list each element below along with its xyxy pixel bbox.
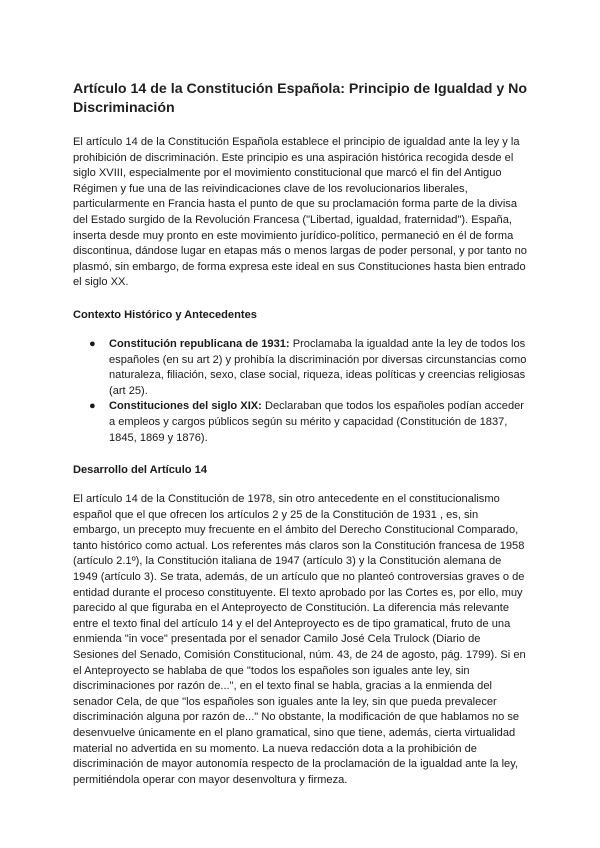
list-item-label: Constituciones del siglo XIX: [109, 400, 262, 413]
intro-paragraph: El artículo 14 de la Constitución Española establece el principio de igualdad ante la ley y la prohibición de discriminación. Este principio es una aspiración histórica recogida desde el siglo XVIII, especialmente por el movimiento constitucional que marcó el fin del Antiguo Régimen y fue una de las reivindicaciones clave de los revolucionarios liberales, particularmente en Francia hasta el punto de que su proclamación forma parte de la divisa del Estado surgido de la Revolución Francesa ("Libertad, igualdad, fraternidad"). España, inserta desde muy pronto en este movimiento jurídico-político, permaneció en él de forma discontinua, dándose lugar en etapas más o menos largas de poder personal, y por tanto no plasmó, sin embargo, de forma expresa este ideal en sus Constituciones hasta bien entrado el siglo XX. [73, 136, 527, 289]
section-heading-context: Contexto Histórico y Antecedentes [73, 308, 257, 321]
bullet-icon: ● [89, 400, 96, 413]
list-item-text: Proclamaba la igualdad ante la ley de todos los españoles (en su art 2) y prohibía la discriminación por diversas circunstancias como naturaleza, filiación, sexo, clase social, riqueza, ideas políticas y creencias religiosas (art 25). [109, 337, 527, 397]
bullet-icon: ● [89, 337, 96, 350]
development-paragraph: El artículo 14 de la Constitución de 1978, sin otro antecedente en el constitucionalismo español que el que ofrecen los artículos 2 y 25 de la Constitución de 1931 , es, sin embargo, un precepto muy frecuente en el ámbito del Derecho Constitucional Comparado, tanto histórico como actual. Los referentes más claros son la Constitución francesa de 1958 (artículo 2.1º), la Constitución italiana de 1947 (artículo 3) y la Constitución alemana de 1949 (artículo 3). Se trata, además, de un artículo que no planteó controversias graves o de entidad durante el proceso constituyente. El texto aprobado por las Cortes es, por ello, muy parecido al que figuraba en el Anteproyecto de Constitución. La diferencia más relevante entre el texto final del artículo 14 y el del Anteproyecto es de tipo gramatical, fruto de una enmienda "in voce" presentada por el senador Camilo José Cela Trulock (Diario de Sesiones del Senado, Comisión Constitucional, núm. 43, de 24 de agosto, pág. 1799). Si en el Anteproyecto se hablaba de que "todos los españoles son iguales ante ley, sin discriminaciones por razón de...", en el texto final se habla, gracias a la enmienda del senador Cela, de que "los españoles son iguales ante la ley, sin que pueda prevalecer discriminación alguna por razón de..." No obstante, la modificación de que hablamos no se desenvuelve únicamente en el plano gramatical, sino que tiene, además, cierta virtualidad material no advertida en su momento. La nueva redacción dota a la prohibición de discriminación de mayor autonomía respecto de la proclamación de la igualdad ante la ley, permitiéndola operar con mayor desenvoltura y firmeza. [73, 493, 526, 786]
document-title: Artículo 14 de la Constitución Española: Principio de Igualdad y No Discriminación [73, 81, 528, 116]
antecedents-list [73, 337, 528, 446]
section-heading-development: Desarrollo del Artículo 14 [73, 464, 207, 477]
list-item-label: Constitución republicana de 1931: [109, 337, 290, 350]
list-item [89, 399, 528, 446]
list-item [89, 337, 528, 399]
list-item-text: Declaraban que todos los españoles podían acceder a empleos y cargos públicos según su mérito y capacidad (Constitución de 1837, 1845, 1869 y 1876). [109, 400, 524, 444]
